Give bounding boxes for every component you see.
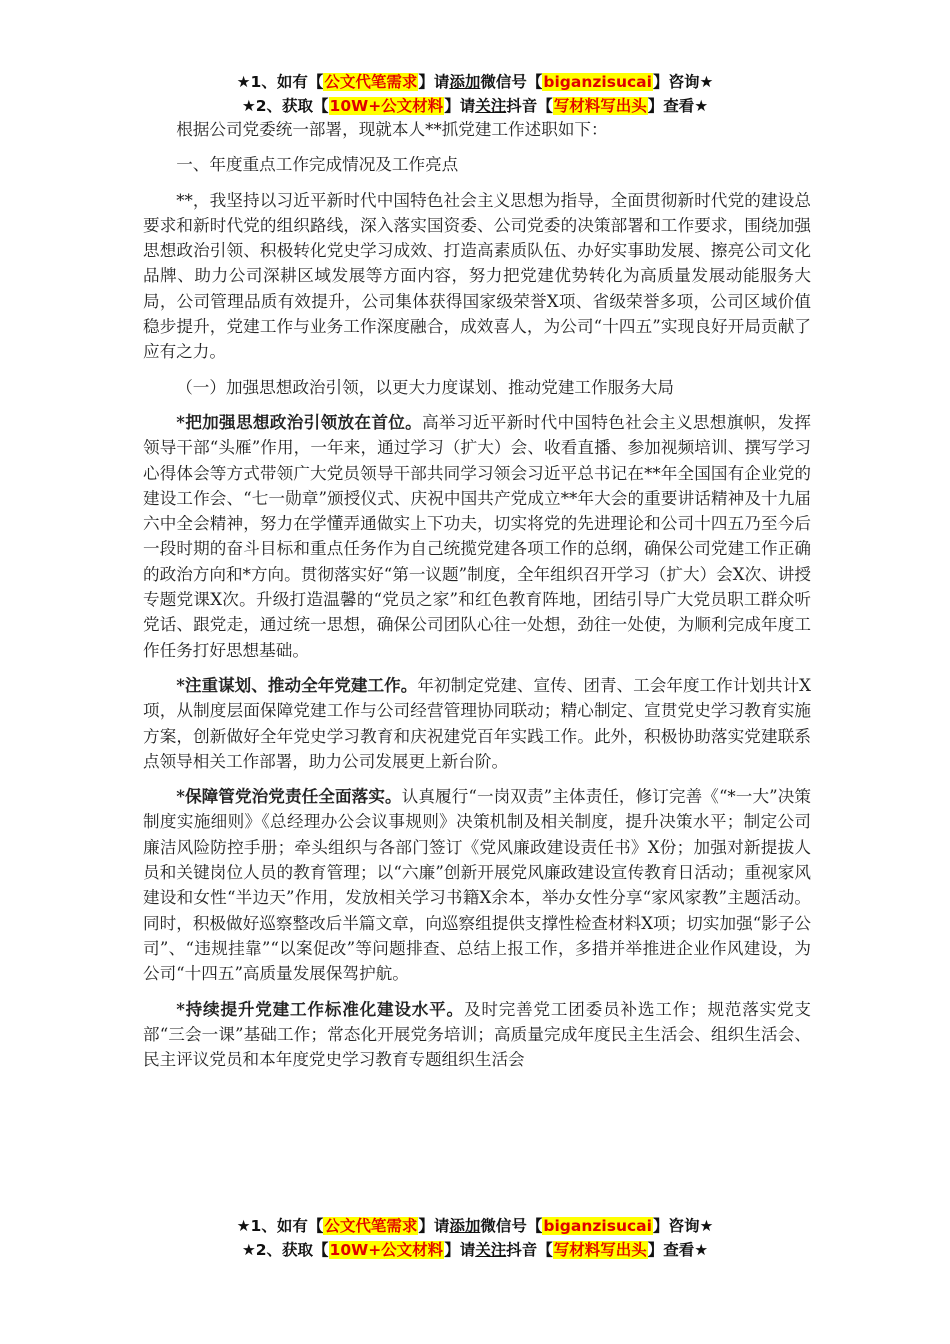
- paragraph-body: 及时完善党工团委员补选工作；规范落实党支部“三会一课”基础工作；常态化开展党务培训；高质量完成年度民主生活会、组织生活会、民主评议党员和本年度党史学习教育专题组织生活会: [143, 999, 812, 1070]
- banner-text: 】请: [444, 1241, 476, 1259]
- highlight-service: 公文代笔需求: [324, 73, 418, 91]
- banner-text: 】查看★: [647, 1241, 709, 1259]
- paragraph-lead: *注重谋划、推动全年党建工作。: [176, 674, 418, 695]
- banner-underlined-text: 关注: [475, 1241, 507, 1259]
- banner-line-2: [0, 94, 950, 118]
- banner-text: ★1、如有【: [236, 73, 324, 91]
- banner-text: ★2、获取【: [241, 97, 329, 115]
- banner-text: 抖音【: [506, 1241, 553, 1259]
- banner-text: 】查看★: [647, 97, 709, 115]
- paragraph-lead: *保障管党治党责任全面落实。: [176, 786, 402, 807]
- document-body: [143, 117, 811, 1072]
- paragraph-planning: [143, 673, 811, 774]
- highlight-douyin-account: 写材料写出头: [553, 97, 647, 115]
- banner-text: ★2、获取【: [241, 1241, 329, 1259]
- banner-text: 】请: [444, 97, 476, 115]
- highlight-wechat-id: biganzisucai: [543, 1217, 652, 1235]
- highlight-service: 公文代笔需求: [324, 1217, 418, 1235]
- highlight-materials: 10W+公文材料: [329, 97, 444, 115]
- paragraph-lead: *持续提升党建工作标准化建设水平。: [176, 998, 464, 1019]
- banner-line-2: [0, 1238, 950, 1262]
- highlight-douyin-account: 写材料写出头: [553, 1241, 647, 1259]
- top-banner: [0, 70, 950, 118]
- highlight-materials: 10W+公文材料: [329, 1241, 444, 1259]
- paragraph-lead: *把加强思想政治引领放在首位。: [176, 411, 423, 432]
- paragraph-ideology: [143, 410, 811, 663]
- banner-text: 】咨询★: [652, 73, 714, 91]
- banner-text: 微信号【: [480, 73, 543, 91]
- banner-line-1: [0, 70, 950, 94]
- banner-text: 】请: [418, 73, 450, 91]
- paragraph-body: 认真履行“一岗双责”主体责任，修订完善《“*一大”决策制度实施细则》《总经理办公会议事规则》决策机制及相关制度，提升决策水平；制定公司廉洁风险防控手册；牵头组织与各部门签订《党风廉政建设责任书》X份；加强对新提拔人员和关键岗位人员的教育管理；以“六廉”创新开展党风廉政建设宣传教育日活动；重视家风建设和女性“半边天”作用，发放相关学习书籍X余本，举办女性分享“家风家教”主题活动。同时，积极做好巡察整改后半篇文章，向巡察组提供支撑性检查材料X项；切实加强“影子公司”、“违规挂靠”“以案促改”等问题排查、总结上报工作，多措并举推进企业作风建设，为公司“十四五”高质量发展保驾护航。: [143, 787, 811, 984]
- banner-underlined-text: 关注: [475, 97, 507, 115]
- paragraph-body: 年初制定党建、宣传、团青、工会年度工作计划共计X项，从制度层面保障党建工作与公司经营管理协同联动；精心制定、宣贯党史学习教育实施方案，创新做好全年党史学习教育和庆祝建党百年实践工作。此外，积极协助落实党建联系点领导相关工作部署，助力公司发展更上新台阶。: [143, 675, 811, 771]
- section-heading: 一、年度重点工作完成情况及工作亮点: [176, 155, 459, 175]
- banner-underlined-text: 添加: [449, 1217, 481, 1235]
- paragraph-standardization: [143, 997, 811, 1073]
- banner-underlined-text: 添加: [449, 73, 481, 91]
- banner-text: 】请: [418, 1217, 450, 1235]
- subsection-heading: （一）加强思想政治引领，以更大力度谋划、推动党建工作服务大局: [176, 377, 674, 397]
- summary-paragraph: **，我坚持以习近平新时代中国特色社会主义思想为指导，全面贯彻新时代党的建设总要求和新时代党的组织路线，深入落实国资委、公司党委的决策部署和工作要求，围绕加强思想政治引领、积极转化党史学习成效、打造高素质队伍、办好实事助发展、擦亮公司文化品牌、助力公司深耕区域发展等方面内容，努力把党建优势转化为高质量发展动能服务大局，公司管理品质有效提升，公司集体获得国家级荣誉X项、省级荣誉多项，公司区域价值稳步提升，党建工作与业务工作深度融合，成效喜人，为公司“十四五”实现良好开局贡献了应有之力。: [143, 190, 811, 362]
- banner-text: 】咨询★: [652, 1217, 714, 1235]
- highlight-wechat-id: biganzisucai: [543, 73, 652, 91]
- paragraph-body: 高举习近平新时代中国特色社会主义思想旗帜，发挥领导干部“头雁”作用，一年来，通过学习（扩大）会、收看直播、参加视频培训、撰写学习心得体会等方式带领广大党员领导干部共同学习领会习近平总书记在**年全国国有企业党的建设工作会、“七一勋章”颁授仪式、庆祝中国共产党成立**年大会的重要讲话精神及十九届六中全会精神，努力在学懂弄通做实上下功夫，切实将党的先进理论和公司十四五乃至今后一段时期的奋斗目标和重点任务作为自己统揽党建各项工作的总纲，确保公司党建工作正确的政治方向和*方向。贯彻落实好“第一议题”制度，全年组织召开学习（扩大）会X次、讲授专题党课X次。升级打造温馨的“党员之家”和红色教育阵地，团结引导广大党员职工群众听党话、跟党走，通过统一思想，确保公司团队心往一处想，劲往一处使，为顺利完成年度工作任务打好思想基础。: [143, 412, 811, 660]
- paragraph-responsibility: [143, 784, 811, 986]
- bottom-banner: [0, 1214, 950, 1262]
- banner-text: 微信号【: [480, 1217, 543, 1235]
- banner-text: ★1、如有【: [236, 1217, 324, 1235]
- intro-paragraph: 根据公司党委统一部署，现就本人**抓党建工作述职如下：: [176, 120, 608, 139]
- banner-text: 抖音【: [506, 97, 553, 115]
- banner-line-1: [0, 1214, 950, 1238]
